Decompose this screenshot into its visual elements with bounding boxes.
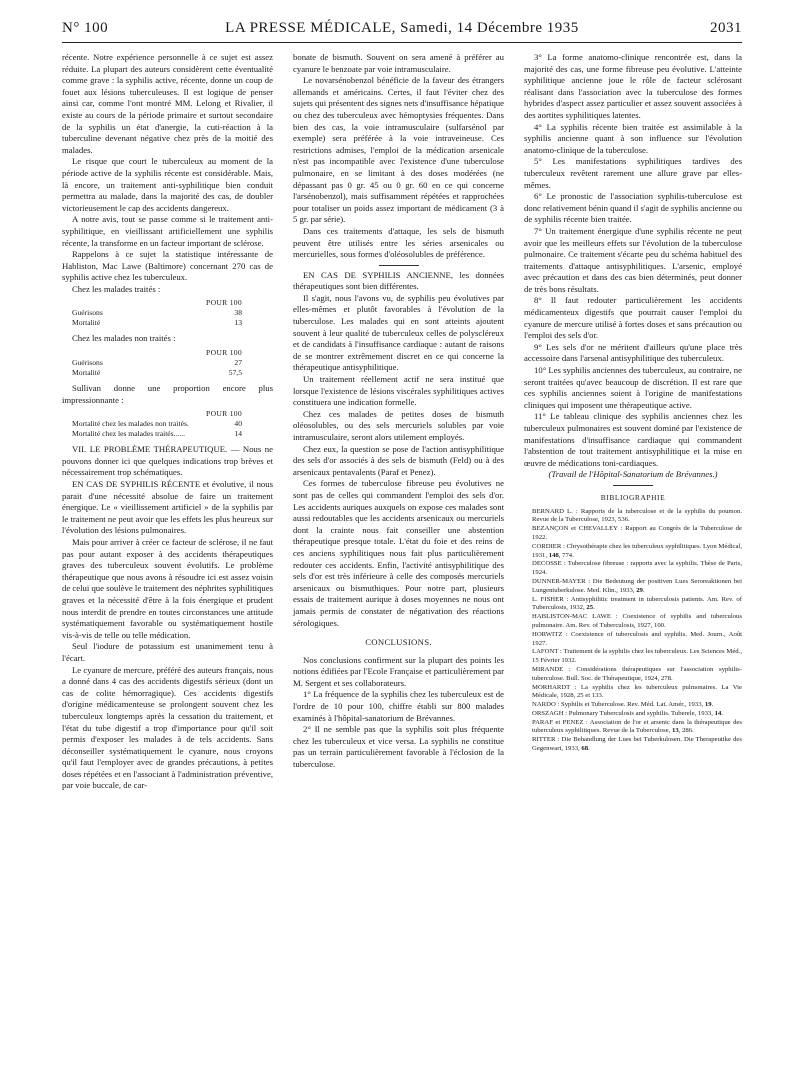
stats-unit: POUR 100 <box>206 298 242 308</box>
institution-note: (Travail de l'Hôpital-Sanatorium de Brévannes.) <box>548 469 718 480</box>
paragraph: Sullivan donne une proportion encore plus impressionnante : <box>62 383 273 405</box>
stats-row: Guérisons 27 <box>72 358 242 368</box>
stats-row: Mortalité 13 <box>72 318 242 328</box>
bibliography-entry: PARAF et PENEZ : Association de l'or et arsenic dans la thérapeutique des tuberculeux syphilitiques. Revue de la Tuberculose, 13, 286. <box>532 718 742 735</box>
bibliography-entry: DUNNER-MAYER : Die Bedeutung der positiven Lues Seroreaktionen bei Lungentuberkulose. Med. Klin., 1933, 29. <box>532 577 742 594</box>
paragraph: bonate de bismuth. Souvent on sera amené à préférer au cyanure le benzoate par voie intramusculaire. <box>293 52 504 74</box>
paragraph: Il s'agit, nous l'avons vu, de syphilis peu évolutives par elles-mêmes et plutôt favorables à l'évolution de la tuberculose. Les malades qui en sont atteints ajoutent souvent à leur qualité de tuberculeux celles de polyscléreux et de candidats à l'insuffisance cardiaque : autant de raisons de se montrer extrêmement discret en ce qui concerne la thérapeutique antisyphilitique. <box>293 292 504 373</box>
paragraph: A notre avis, tout se passe comme si le traitement anti-syphilitique, en vieillissant artificiellement une syphilis récente, la transforme en un facteur important de sclérose. <box>62 214 273 248</box>
paragraph: récente. Notre expérience personnelle à ce sujet est assez réduite. La plupart des auteurs considèrent cette éventualité comme grave : la syphilis active, récente, donne un coup de fouet aux lésions tuberculeuses. Il est logique de penser ainsi car, comme l'ont montré MM. Lelong et Rivalier, il existe au cours de la période primaire et surtout secondaire de la syphilis un état d'anergie, la cuti-réaction à la tuberculine devenant négative chez près de la moitié des malades. <box>62 52 273 155</box>
bibliography-entry: MORHARDT : La syphilis chez les tuberculeux pulmonaires. La Vie Médicale, 1928, 25 et 133. <box>532 683 742 700</box>
paragraph: Rappelons à ce sujet la statistique intéressante de Habliston, Mac Lawe (Baltimore) concernant 270 cas de syphilis active chez les tuberculeux. <box>62 249 273 283</box>
paragraph: Nos conclusions confirment sur la plupart des points les notions édifiées par l'Ecole Française et particulièrement par M. Sergent et ses collaborateurs. <box>293 654 504 688</box>
column-3 <box>524 52 742 754</box>
stats-table-untreated <box>72 348 273 378</box>
paragraph: 3° La forme anatomo-clinique rencontrée est, dans la majorité des cas, une forme fibreuse peu évolutive. L'atteinte syphilitique ancienne joue le rôle de facteur sclérosant réalisant dans l'association avec la tuberculose des formes hybrides d'aspect assez particulier et assez souvent associées à des aortites syphilitiques latentes. <box>524 52 742 120</box>
paragraph: 4° La syphilis récente bien traitée est assimilable à la syphilis ancienne quant à son influence sur l'évolution anatomo-clinique de la tuberculose. <box>524 121 742 155</box>
stats-row: Mortalité chez les malades traités...... 14 <box>72 429 242 439</box>
bibliography-entry: RITTER : Die Behandlung der Lues bei Tuberkulosen. Die Therapeutike des Gegenwart, 1933, 68. <box>532 736 742 753</box>
paragraph: 11° Le tableau clinique des syphilis anciennes chez les tuberculeux pulmonaires est souvent dominé par l'existence de manifestations d'insuffisance cardiaque qui commandent l'abstention de tout traitement antisyphilitique et la mise en œuvre de médications toni-cardiaques. <box>524 411 742 468</box>
divider <box>613 485 653 486</box>
volume-number: 19 <box>704 701 712 709</box>
bibliography-entry: L. FISHER : Antisyphilitic treatment in tuberculosis patients. Am. Rev. of Tuberculosis, 1932, 25. <box>532 595 742 612</box>
volume-number: 68 <box>581 745 589 753</box>
journal-title: LA PRESSE MÉDICALE, Samedi, 14 Décembre 1935 <box>225 20 579 36</box>
paragraph: Ces formes de tuberculose fibreuse peu évolutives ne sont pas de celles qui commandent l'emploi des sels d'or. Les accidents auriques auxquels on expose ces malades sont aussi redoutables que les accidents arsenicaux ou mercuriels dont la crainte nous fait conseiller une abstention thérapeutique presque totale. L'état du foie et des reins de ces anciens syphilitiques nous fait plus particulièrement redouter ces accidents. Enfin, l'activité antisyphilitique des sels d'or est très inférieure à celle des composés mercuriels arsenicaux ou bismuthiques. Pour notre part, plusieurs essais de traitement aurique à doses moyennes ne nous ont jamais permis de constater de négativation des réactions sérologiques. <box>293 478 504 628</box>
paragraph: 6° Le pronostic de l'association syphilis-tuberculose est donc relativement bénin quand il s'agit de syphilis ancienne ou de syphilis récente bien traitée. <box>524 191 742 225</box>
paragraph: EN CAS DE SYPHILIS RÉCENTE et évolutive, il nous parait d'une nécessité absolue de faire un traitement énergique. Le « vieillissement artificiel » de la syphilis par le traitement ne peut avoir que les effets les plus heureux sur l'évolution des lésions pulmonaires. <box>62 479 273 536</box>
bibliography-heading: BIBLIOGRAPHIE <box>600 492 666 502</box>
volume-number: 25 <box>586 604 594 612</box>
bibliography-entry: BEZANÇON et CHEVALLEY : Rapport au Congrès de la Tuberculose de 1922. <box>532 525 742 541</box>
paragraph: Le risque que court le tuberculeux au moment de la période active de la syphilis récente est considérable. Mais, là encore, un traitement anti-syphilitique bien conduit permettra au malade, dans la majorité des cas, de doubler victorieusement le cap des accidents dangereux. <box>62 156 273 213</box>
paragraph: Le novarsénobenzol bénéficie de la faveur des étrangers allemands et américains. Certes, il faut l'éviter chez des sujets qui présentent des signes nets d'insuffisance hépatique ou chez des tuberculeux avec hémoptysies fréquentes. Dans bien des cas, la voie intramusculaire (sulfarsénol par exemple) sera préférée à la voie intraveineuse. Ces restrictions admises, l'emploi de la médication arsenicale n'est pas incompatible avec l'existence d'une tuberculose pulmonaire, en se limitant à des doses modérées (ne dépassant pas 0 gr. 45 ou 0 gr. 60 en ce qui concerne l'arsénobenzol), mais suffisamment répétées et rapprochées pour totaliser un poids assez important de médicament (3 à 5 gr. par série). <box>293 75 504 225</box>
section-heading-paragraph: VII. LE PROBLÈME THÉRAPEUTIQUE. — Nous ne pouvons donner ici que quelques indications trop brèves et nécessairement trop schématiques. <box>62 444 273 478</box>
issue-number: N° 100 <box>62 20 109 36</box>
page-header <box>62 20 742 42</box>
paragraph: 1° La fréquence de la syphilis chez les tuberculeux est de l'ordre de 10 pour 100, chiffre établi sur 800 malades examinés à l'hôpital-sanatorium de Brévannes. <box>293 689 504 723</box>
bibliography-entry: HORWITZ : Coexistence of tuberculosis and syphilis. Med. Journ., Août 1927. <box>532 630 742 647</box>
stats-table-treated <box>72 298 273 328</box>
stats-row: Mortalité 57,5 <box>72 368 242 378</box>
bibliography-entry: ORSZAGH : Pulmonary Tuberculosis and syphilis. Tuberele, 1933, 14. <box>532 709 723 717</box>
paragraph: 9° Les sels d'or ne méritent d'ailleurs qu'une place très accessoire dans l'arsenal antisyphilitique des tuberculeux. <box>524 341 742 364</box>
paragraph: 8° Il faut redouter particulièrement les accidents médicamenteux digestifs que pourrait causer l'emploi du cyanure de mercure utilisé à fortes doses et sans précaution ou l'emploi des sels d'or. <box>524 295 742 341</box>
paragraph: Chez ces malades de petites doses de bismuth oléosolubles, ou des sels mercuriels solubles par voie intramusculaire, seront alors utilement employés. <box>293 408 504 442</box>
volume-number: 148 <box>548 551 559 559</box>
paragraph: Un traitement réellement actif ne sera institué que lorsque l'existence de lésions viscérales syphilitiques actives constituera une indication formelle. <box>293 374 504 408</box>
stats-heading: Chez les malades traités : <box>72 283 161 294</box>
volume-number: 13 <box>672 727 679 735</box>
paragraph: Chez eux, la question se pose de l'action antisyphilitique des sels d'or associés à des sels de bismuth (Feld) ou à des arsenicaux pentavalents (Paraf et Penez). <box>293 443 504 477</box>
stats-row: Guérisons 38 <box>72 308 242 318</box>
paragraph: 5° Les manifestations syphilitiques tardives des tuberculeux revêtent rarement une allure grave par elles-mêmes. <box>524 156 742 190</box>
bibliography-entry: BERNARD L. : Rapports de la tuberculose et de la syphilis du poumon. Revue de la Tuberculose, 1923, 536. <box>532 507 742 524</box>
bibliography-entry: HABLISTON-MAC LAWE : Coexistence of syphilis and tuberculous pulmonaire. Am. Rev. of Tuberculosis, 1927, 100. <box>532 613 742 629</box>
bibliography-entry: NARDO : Syphilis et Tuberculose. Rev. Méd. Lat. Amér., 1933, 19. <box>532 701 714 709</box>
bibliography-entry: MIRANDE : Considérations thérapeutiques sur l'association syphilis-tuberculose. Bull. Soc. de Thérapeutique, 1924, 278. <box>532 665 742 682</box>
stats-unit: POUR 100 <box>206 348 242 358</box>
volume-number: 14 <box>714 709 722 717</box>
page-number: 2031 <box>710 20 742 36</box>
header-rule <box>62 42 742 43</box>
stats-unit: POUR 100 <box>206 409 242 419</box>
paragraph: 10° Les syphilis anciennes des tuberculeux, au contraire, ne seront traitées qu'avec beaucoup de discrétion. Il est rare que ces syphilis anciennes soient à l'origine de manifestations cliniques qui imposent une thérapeutique active. <box>524 365 742 410</box>
paragraph: 7° Un traitement énergique d'une syphilis récente ne peut avoir que les meilleurs effets sur l'évolution de la tuberculose pulmonaire. Ce traitement s'écarte peu du schéma habituel des traitements d'attaque antisyphilitiques. L'arsenic, employé avec précaution et dans des cas bien déterminés, peut donner de très bons résultats. <box>524 225 742 294</box>
bibliography-entry: CORDIER : Chrysothérapie chez les tuberculeux syphilitiques. Lyon Médical, 1931, 148, 774. <box>532 542 742 559</box>
bibliography-entry: DECOSSE : Tuberculose fibreuse : rapports avec la syphilis. Thèse de Paris, 1924. <box>532 560 742 577</box>
paragraph: Seul l'iodure de potassium est unanimement tenu à l'écart. <box>62 641 273 663</box>
paragraph: Dans ces traitements d'attaque, les sels de bismuth peuvent être utilisés entre les séries arsenicales ou mercurielles, sous formes d'oléosolubles de préférence. <box>293 225 504 260</box>
paragraph: EN CAS DE SYPHILIS ANCIENNE, les données thérapeutiques sont bien différentes. <box>293 269 504 292</box>
bibliography-list <box>524 508 742 754</box>
paragraph: Mais pour arriver à créer ce facteur de sclérose, il ne faut pas pour autant exposer à des accidents thérapeutiques graves des tuberculeux souvent évolutifs. Le problème thérapeutique que nous avons à résoudre ici est assez voisin de celui que soulève le traitement des néphrites syphilitiques graves et la nécessité d'être à la fois énergique et prudent nous interdit de prendre en toutes circonstances une attitude systématiquement favorable ou systématiquement hostile vis-à-vis de telle ou telle médication. <box>62 537 273 640</box>
paragraph: Le cyanure de mercure, préféré des auteurs français, nous a donné dans 4 cas des accidents digestifs sérieux (dont un cas de colite hémorragique). Ces accidents digestifs d'origine médicamenteuse se prolongent souvent chez les tuberculeux longtemps après la cessation du traitement, et l'état du tube digestif a trop d'importance pour qu'il soit permis d'exposer les malades à de tels accidents. Sans déconseiller systématiquement le cyanure, nous croyons qu'il faut l'employer avec de grandes précautions, à petites doses répétées et en l'associant à l'administration préventive, par voie buccale, de car- <box>62 664 273 791</box>
stats-heading: Chez les malades non traités : <box>72 333 176 344</box>
volume-number: 29 <box>636 586 643 594</box>
column-2 <box>293 52 504 771</box>
stats-table-sullivan <box>72 409 273 439</box>
divider <box>379 265 419 266</box>
paragraph: 2° Il ne semble pas que la syphilis soit plus fréquente chez les tuberculeux et vice versa. La syphilis ne constitue pas un terrain particulièrement favorable à l'éclosion de la tuberculose. <box>293 724 504 770</box>
stats-row: Mortalité chez les malades non traités. 40 <box>72 419 242 429</box>
conclusions-heading: CONCLUSIONS. <box>365 637 432 648</box>
bibliography-entry: LAFONT : Traitement de la syphilis chez les tuberculeux. Les Sciences Méd., 15 Février 1932. <box>532 648 742 665</box>
column-1 <box>62 52 273 792</box>
